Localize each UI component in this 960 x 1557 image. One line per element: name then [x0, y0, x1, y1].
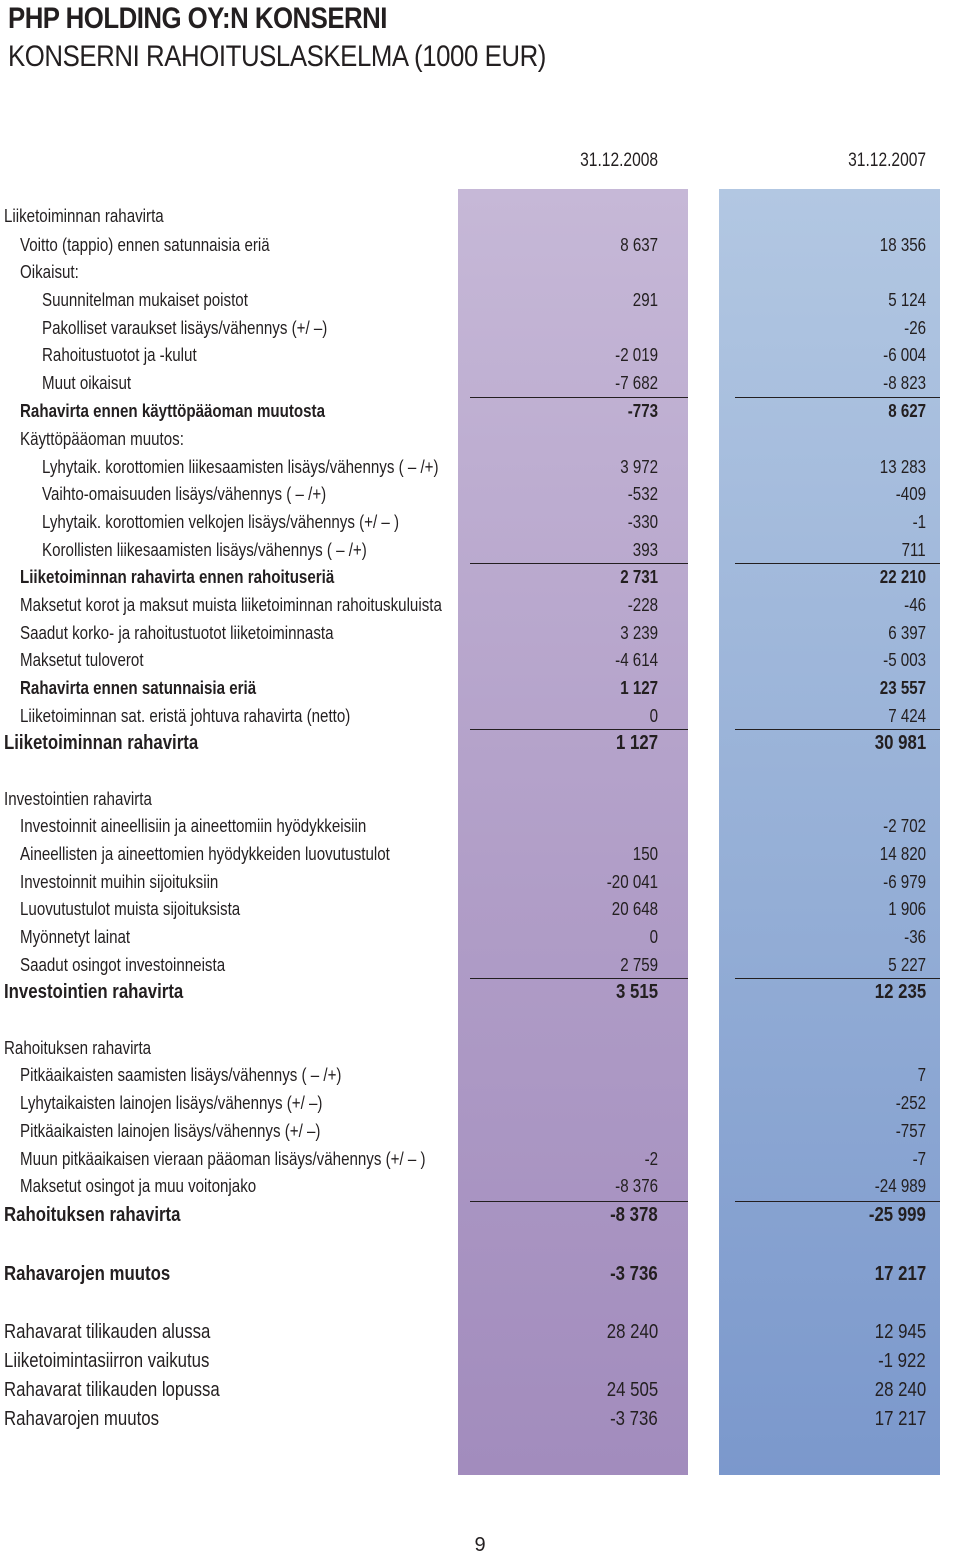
value-2008: -3 736	[610, 1263, 658, 1285]
value-2008: 20 648	[611, 899, 658, 919]
row-label: Liiketoiminnan rahavirta	[4, 206, 164, 226]
value-2007: 7	[917, 1065, 926, 1085]
subtotal-rule	[470, 563, 688, 564]
table-row	[0, 1062, 960, 1088]
row-label: Maksetut korot ja maksut muista liiketoiminnan rahoituskuluista	[20, 595, 442, 615]
value-2008: 0	[649, 706, 658, 726]
subtotal-rule	[470, 978, 688, 979]
row-label: Suunnitelman mukaiset poistot	[42, 290, 248, 310]
subtotal-rule	[735, 563, 940, 564]
value-2007: -46	[904, 595, 926, 615]
value-2007: 23 557	[879, 678, 926, 698]
value-2007: -25 999	[869, 1204, 926, 1226]
table-row	[0, 370, 960, 396]
row-label: Voitto (tappio) ennen satunnaisia eriä	[20, 235, 270, 255]
subtotal-rule	[735, 1201, 940, 1202]
value-2008: -4 614	[615, 650, 658, 670]
table-row	[0, 1035, 960, 1061]
row-label: Lyhytaik. korottomien velkojen lisäys/vähennys (+/ – )	[42, 512, 400, 532]
row-label: Vaihto-omaisuuden lisäys/vähennys ( – /+)	[42, 484, 327, 504]
table-row	[0, 454, 960, 480]
table-row	[0, 786, 960, 812]
value-2007: 7 424	[888, 706, 926, 726]
statement-title: KONSERNI RAHOITUSLASKELMA (1000 EUR)	[8, 40, 546, 73]
value-2007: 22 210	[879, 567, 926, 587]
value-2008: 393	[632, 540, 658, 560]
table-row	[0, 1348, 960, 1374]
row-label: Oikaisut:	[20, 262, 79, 282]
table-row	[0, 1202, 960, 1228]
value-2007: 5 124	[888, 290, 926, 310]
table-row	[0, 1319, 960, 1345]
value-2008: 291	[632, 290, 658, 310]
table-row	[0, 232, 960, 258]
value-2008: -2 019	[615, 345, 658, 365]
table-row	[0, 259, 960, 285]
row-label: Liiketoiminnan rahavirta ennen rahoituseriä	[20, 567, 335, 587]
value-2007: 30 981	[874, 732, 926, 754]
table-row	[0, 592, 960, 618]
table-row	[0, 620, 960, 646]
value-2007: 12 235	[874, 981, 926, 1003]
table-row	[0, 537, 960, 563]
row-label: Rahoitustuotot ja -kulut	[42, 345, 197, 365]
value-2007: 17 217	[874, 1408, 926, 1430]
value-2007: -7	[912, 1149, 926, 1169]
value-2007: 12 945	[874, 1321, 926, 1343]
row-label: Rahavarat tilikauden lopussa	[4, 1379, 220, 1401]
table-row	[0, 869, 960, 895]
table-row	[0, 1173, 960, 1199]
value-2007: 18 356	[879, 235, 926, 255]
row-label: Liiketoimintasiirron vaikutus	[4, 1350, 210, 1372]
value-2007: 6 397	[888, 623, 926, 643]
table-row	[0, 287, 960, 313]
table-row	[0, 703, 960, 729]
column-header-2008: 31.12.2008	[580, 150, 658, 171]
value-2008: -330	[627, 512, 658, 532]
row-label: Investointien rahavirta	[4, 789, 152, 809]
value-2007: -1	[912, 512, 926, 532]
row-label: Rahoituksen rahavirta	[4, 1038, 152, 1058]
value-2008: 3 239	[620, 623, 658, 643]
row-label: Muut oikaisut	[42, 373, 132, 393]
table-row	[0, 342, 960, 368]
value-2008: 150	[632, 844, 658, 864]
row-label: Saadut osingot investoinneista	[20, 955, 226, 975]
table-row	[0, 675, 960, 701]
value-2008: -773	[627, 401, 658, 421]
value-2008: 2 759	[620, 955, 658, 975]
value-2008: 28 240	[606, 1321, 658, 1343]
subtotal-rule	[735, 729, 940, 730]
subtotal-rule	[470, 729, 688, 730]
row-label: Rahoituksen rahavirta	[4, 1204, 181, 1226]
value-2008: 0	[649, 927, 658, 947]
table-row	[0, 896, 960, 922]
column-header-2007: 31.12.2007	[848, 150, 926, 171]
value-2007: 13 283	[879, 457, 926, 477]
value-2008: 3 972	[620, 457, 658, 477]
row-label: Muun pitkäaikaisen vieraan pääoman lisäys/vähennys (+/ – )	[20, 1149, 426, 1169]
value-2008: -8 376	[615, 1176, 658, 1196]
value-2007: -252	[895, 1093, 926, 1113]
value-2007: -409	[895, 484, 926, 504]
table-row	[0, 1118, 960, 1144]
value-2008: -7 682	[615, 373, 658, 393]
table-row	[0, 841, 960, 867]
value-2008: -20 041	[606, 872, 658, 892]
table-row	[0, 1146, 960, 1172]
subtotal-rule	[735, 397, 940, 398]
row-label: Luovutustulot muista sijoituksista	[20, 899, 241, 919]
value-2008: 3 515	[615, 981, 658, 1003]
value-2007: -36	[904, 927, 926, 947]
value-2008: -228	[627, 595, 658, 615]
row-label: Maksetut tuloverot	[20, 650, 144, 670]
value-2007: -5 003	[883, 650, 926, 670]
value-2007: -2 702	[883, 816, 926, 836]
subtotal-rule	[470, 1201, 688, 1202]
table-row	[0, 979, 960, 1005]
value-2007: -26	[904, 318, 926, 338]
row-label: Rahavirta ennen käyttöpääoman muutosta	[20, 401, 325, 421]
value-2007: -6 004	[883, 345, 926, 365]
table-row	[0, 1090, 960, 1116]
table-row	[0, 509, 960, 535]
row-label: Saadut korko- ja rahoitustuotot liiketoiminnasta	[20, 623, 334, 643]
row-label: Rahavarojen muutos	[4, 1408, 160, 1430]
row-label: Myönnetyt lainat	[20, 927, 131, 947]
value-2007: -8 823	[883, 373, 926, 393]
value-2007: -757	[895, 1121, 926, 1141]
subtotal-rule	[735, 978, 940, 979]
table-row	[0, 564, 960, 590]
row-label: Rahavarat tilikauden alussa	[4, 1321, 211, 1343]
table-row	[0, 426, 960, 452]
row-label: Liiketoiminnan sat. eristä johtuva rahavirta (netto)	[20, 706, 351, 726]
page-number: 9	[474, 1534, 486, 1556]
value-2007: -24 989	[874, 1176, 926, 1196]
row-label: Liiketoiminnan rahavirta	[4, 732, 199, 754]
table-row	[0, 481, 960, 507]
row-label: Rahavarojen muutos	[4, 1263, 171, 1285]
value-2008: -8 378	[610, 1204, 658, 1226]
table-row	[0, 315, 960, 341]
row-label: Pitkäaikaisten saamisten lisäys/vähennys ( – /+)	[20, 1065, 342, 1085]
value-2007: 1 906	[888, 899, 926, 919]
value-2007: 711	[901, 540, 926, 560]
table-row	[0, 398, 960, 424]
table-row	[0, 647, 960, 673]
value-2008: 1 127	[615, 732, 658, 754]
row-label: Käyttöpääoman muutos:	[20, 429, 184, 449]
subtotal-rule	[470, 397, 688, 398]
row-label: Lyhytaik. korottomien liikesaamisten lisäys/vähennys ( – /+)	[42, 457, 439, 477]
row-label: Investointien rahavirta	[4, 981, 184, 1003]
row-label: Maksetut osingot ja muu voitonjako	[20, 1176, 257, 1196]
value-2008: 2 731	[620, 567, 658, 587]
table-row	[0, 1406, 960, 1432]
row-label: Rahavirta ennen satunnaisia eriä	[20, 678, 257, 698]
row-label: Korollisten liikesaamisten lisäys/vähennys ( – /+)	[42, 540, 367, 560]
row-label: Pitkäaikaisten lainojen lisäys/vähennys (+/ –)	[20, 1121, 321, 1141]
value-2007: 17 217	[874, 1263, 926, 1285]
row-label: Investoinnit muihin sijoituksiin	[20, 872, 219, 892]
value-2007: 5 227	[888, 955, 926, 975]
value-2007: 14 820	[879, 844, 926, 864]
row-label: Pakolliset varaukset lisäys/vähennys (+/ –)	[42, 318, 328, 338]
table-row	[0, 924, 960, 950]
row-label: Lyhytaikaisten lainojen lisäys/vähennys (+/ –)	[20, 1093, 323, 1113]
company-title: PHP HOLDING OY:N KONSERNI	[8, 2, 387, 35]
value-2007: -1 922	[878, 1350, 926, 1372]
value-2007: 28 240	[874, 1379, 926, 1401]
table-row	[0, 203, 960, 229]
row-label: Investoinnit aineellisiin ja aineettomiin hyödykkeisiin	[20, 816, 367, 836]
value-2007: 8 627	[888, 401, 926, 421]
value-2008: 8 637	[620, 235, 658, 255]
row-label: Aineellisten ja aineettomien hyödykkeiden luovutustulot	[20, 844, 390, 864]
value-2008: 24 505	[606, 1379, 658, 1401]
table-row	[0, 1261, 960, 1287]
value-2008: -532	[627, 484, 658, 504]
table-row	[0, 730, 960, 756]
table-row	[0, 1377, 960, 1403]
value-2008: 1 127	[620, 678, 658, 698]
value-2008: -3 736	[610, 1408, 658, 1430]
table-row	[0, 952, 960, 978]
table-row	[0, 813, 960, 839]
value-2007: -6 979	[883, 872, 926, 892]
value-2008: -2	[644, 1149, 658, 1169]
